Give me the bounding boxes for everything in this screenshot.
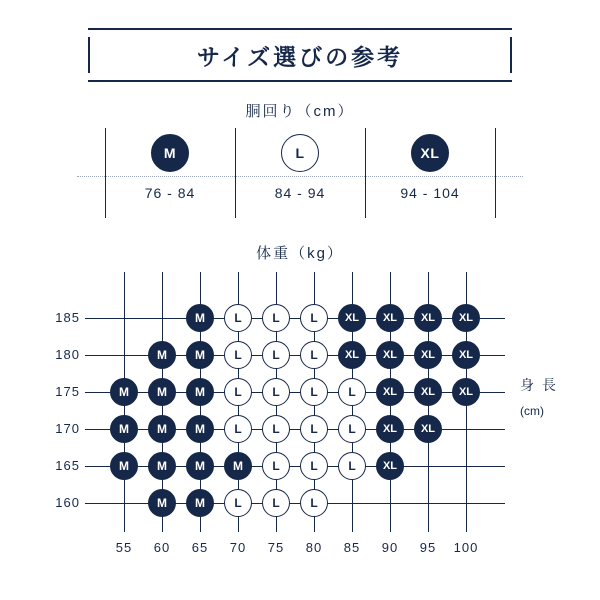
waist-range-value: 94 - 104 — [400, 185, 460, 201]
size-cell: M — [186, 415, 214, 443]
x-axis-tick-label: 65 — [191, 540, 209, 555]
size-cell: M — [186, 452, 214, 480]
waist-section-heading: 胴回り（cm） — [245, 103, 355, 120]
waist-range-value: 84 - 94 — [274, 185, 326, 201]
page-title-text: サイズ選びの参考 — [196, 43, 404, 70]
size-cell: XL — [414, 341, 442, 369]
height-axis-label — [520, 372, 580, 424]
x-axis-tick-label: 60 — [153, 540, 171, 555]
x-axis-tick-label: 95 — [419, 540, 437, 555]
x-axis-tick-label: 85 — [343, 540, 361, 555]
size-cell: M — [110, 452, 138, 480]
size-cell: M — [148, 341, 176, 369]
size-cell: L — [262, 378, 290, 406]
size-cell: L — [262, 489, 290, 517]
size-cell: L — [338, 378, 366, 406]
size-cell: L — [224, 304, 252, 332]
size-cell: L — [338, 415, 366, 443]
size-cell: XL — [414, 304, 442, 332]
size-cell: L — [262, 415, 290, 443]
x-axis-tick-label: 90 — [381, 540, 399, 555]
waist-size-table — [105, 128, 495, 218]
waist-column — [105, 128, 235, 218]
size-cell: L — [300, 378, 328, 406]
size-cell: L — [224, 489, 252, 517]
y-axis-tick-label: 160 — [55, 495, 80, 510]
size-cell: M — [186, 378, 214, 406]
size-cell: M — [186, 489, 214, 517]
size-cell: M — [186, 341, 214, 369]
waist-size-badge: XL — [411, 134, 449, 172]
y-axis-tick-label: 180 — [55, 347, 80, 362]
height-axis-label-text: 身 長 — [520, 377, 558, 393]
x-axis-tick-label: 55 — [115, 540, 133, 555]
y-axis-tick-label: 170 — [55, 421, 80, 436]
size-cell: XL — [376, 415, 404, 443]
size-cell: XL — [414, 378, 442, 406]
waist-size-badge: L — [281, 134, 319, 172]
size-cell: XL — [452, 341, 480, 369]
size-cell: L — [338, 452, 366, 480]
size-cell: XL — [376, 378, 404, 406]
size-cell: L — [262, 304, 290, 332]
height-axis-unit: (cm) — [520, 404, 544, 418]
weight-section-heading: 体重（kg） — [256, 245, 344, 262]
size-cell: XL — [414, 415, 442, 443]
size-cell: M — [110, 415, 138, 443]
waist-column — [365, 128, 495, 218]
size-cell: XL — [452, 304, 480, 332]
size-cell: XL — [338, 304, 366, 332]
y-axis-tick-label: 185 — [55, 310, 80, 325]
size-cell: L — [262, 341, 290, 369]
size-cell: M — [148, 489, 176, 517]
size-cell: M — [148, 452, 176, 480]
waist-size-badge: M — [151, 134, 189, 172]
size-cell: M — [148, 415, 176, 443]
size-cell: XL — [376, 452, 404, 480]
size-cell: L — [300, 415, 328, 443]
size-cell: M — [186, 304, 214, 332]
waist-column — [235, 128, 365, 218]
size-cell: XL — [376, 341, 404, 369]
size-cell: L — [224, 378, 252, 406]
size-cell: M — [110, 378, 138, 406]
x-axis-tick-label: 100 — [453, 540, 479, 555]
size-cell: M — [224, 452, 252, 480]
size-cell: XL — [376, 304, 404, 332]
size-matrix-grid — [0, 262, 600, 572]
size-cell: L — [300, 304, 328, 332]
x-axis-tick-label: 70 — [229, 540, 247, 555]
x-axis-tick-label: 80 — [305, 540, 323, 555]
size-cell: XL — [452, 378, 480, 406]
waist-range-value: 76 - 84 — [144, 185, 196, 201]
waist-table-divider — [495, 128, 496, 218]
size-cell: L — [300, 489, 328, 517]
size-cell: L — [300, 452, 328, 480]
y-axis-tick-label: 165 — [55, 458, 80, 473]
page-title — [88, 28, 512, 82]
size-cell: L — [224, 415, 252, 443]
grid-horizontal-line — [85, 318, 505, 319]
size-cell: L — [300, 341, 328, 369]
size-cell: XL — [338, 341, 366, 369]
size-cell: L — [262, 452, 290, 480]
y-axis-tick-label: 175 — [55, 384, 80, 399]
x-axis-tick-label: 75 — [267, 540, 285, 555]
size-cell: L — [224, 341, 252, 369]
size-cell: M — [148, 378, 176, 406]
